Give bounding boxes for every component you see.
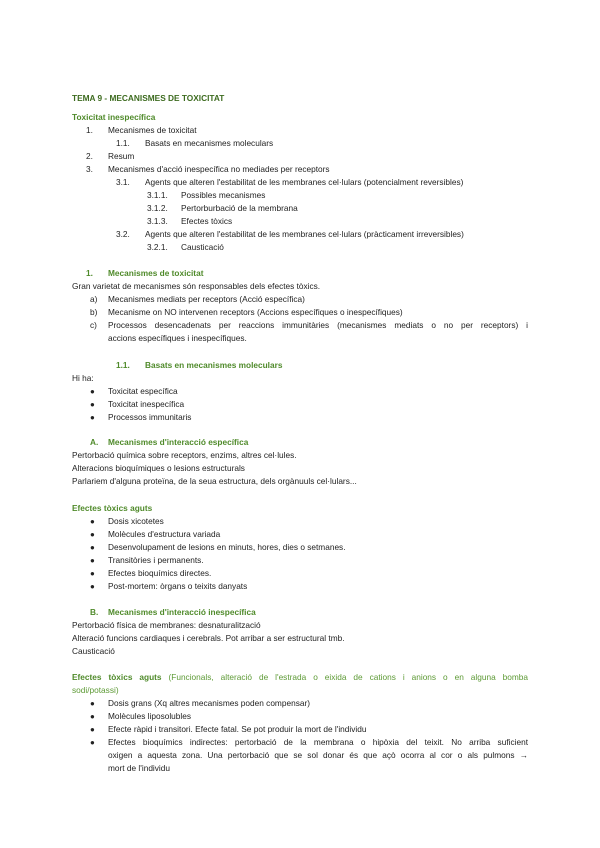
toc-item[interactable]: Agents que alteren l'estabilitat de les membranes cel·lulars (pràcticament irreversibles) [145,229,464,239]
list-item: Efecte ràpid i transitori. Efecte fatal. Se pot produir la mort de l'individu [108,724,367,734]
section-number: 1.1. [116,360,130,370]
list-item: Transitòries i permanents. [108,555,204,565]
paragraph: Alteració funcions cardiaques i cerebrals. Pot arribar a ser estructural tmb. [72,633,345,643]
bullet-icon: ● [90,582,95,591]
paragraph: Causticació [72,646,115,656]
list-item-continuation: oxigen a aquesta zona. Una pertorbació que se sol donar és que açò ocorra al cor o als pulmons → [108,750,528,760]
toc-item[interactable]: Pertorburbació de la membrana [181,203,298,213]
list-item: Efectes bioquímics directes. [108,568,212,578]
list-item: Desenvolupament de lesions en minuts, hores, dies o setmanes. [108,542,346,552]
paragraph: Alteracions bioquímiques o lesions estructurals [72,463,245,473]
paragraph: Pertorbació física de membranes: desnaturalització [72,620,261,630]
bullet-icon: ● [90,543,95,552]
toc-item[interactable]: Agents que alteren l'estabilitat de les membranes cel·lulars (potencialment reversibles) [145,177,464,187]
toc-num: 3.1.2. [147,203,168,213]
subsection-heading: Efectes tòxics aguts [72,503,153,513]
list-marker: c) [90,320,97,330]
subsection-note: (Funcionals, alteració de l'estrada o eixida de cations i anions o en alguna bomba [168,672,529,682]
list-marker: b) [90,307,98,317]
bullet-icon: ● [90,387,95,396]
list-item: Mecanisme on NO intervenen receptors (Accions específiques o inespecífiques) [108,307,403,317]
bullet-icon: ● [90,517,95,526]
toc-num: 3.1.3. [147,216,168,226]
section-heading: Basats en mecanismes moleculars [145,360,283,370]
paragraph: Hi ha: [72,373,94,383]
toc-item[interactable]: Efectes tòxics [181,216,233,226]
bullet-icon: ● [90,725,95,734]
bullet-icon: ● [90,569,95,578]
list-item-continuation: mort de l'individu [108,763,170,773]
list-item: Molècules d'estructura variada [108,529,221,539]
list-item: Toxicitat inespecífica [108,399,185,409]
toc-num: 3. [86,164,93,174]
toc-item[interactable]: Possibles mecanismes [181,190,266,200]
section-letter: B. [90,607,99,617]
section-number: 1. [86,268,93,278]
section-heading: Mecanismes d'interacció específica [108,437,249,447]
toc-num: 3.1. [116,177,130,187]
list-item: Processos immunitaris [108,412,192,422]
toc-item[interactable]: Mecanismes d'acció inespecífica no mediades per receptors [108,164,330,174]
toc-item[interactable]: Basats en mecanismes moleculars [145,138,274,148]
subsection-note-continuation: sodi/potassi) [72,685,119,695]
subsection-heading: Efectes tòxics aguts [72,672,162,682]
bullet-icon: ● [90,712,95,721]
bullet-icon: ● [90,400,95,409]
toc-num: 1.1. [116,138,130,148]
paragraph: Gran varietat de mecanismes són responsables dels efectes tòxics. [72,281,321,291]
toc-item[interactable]: Resum [108,151,135,161]
list-item: Processos desencadenats per reaccions immunitàries (mecanismes mediats o no per receptors) i [108,320,528,330]
toc-num: 3.2.1. [147,242,168,252]
section-heading: Mecanismes d'interacció inespecífica [108,607,256,617]
bullet-icon: ● [90,556,95,565]
subsection-heading-line [72,672,528,683]
list-item: Dosis grans (Xq altres mecanismes poden compensar) [108,698,310,708]
bullet-icon: ● [90,699,95,708]
bullet-icon: ● [90,413,95,422]
toc-num: 3.1.1. [147,190,168,200]
page-title: TEMA 9 - MECANISMES DE TOXICITAT [72,93,225,103]
list-marker: a) [90,294,98,304]
paragraph: Parlariem d'alguna proteïna, de la seua estructura, dels orgànuuls cel·lulars... [72,476,357,486]
toc-item[interactable]: Mecanismes de toxicitat [108,125,197,135]
paragraph: Pertorbació química sobre receptors, enzims, altres cel·lules. [72,450,297,460]
toc-item[interactable]: Causticació [181,242,224,252]
list-item: Mecanismes mediats per receptors (Acció específica) [108,294,305,304]
toc-num: 2. [86,151,93,161]
section-heading: Mecanismes de toxicitat [108,268,204,278]
bullet-icon: ● [90,530,95,539]
list-item: Molècules liposolubles [108,711,192,721]
list-item: Toxicitat específica [108,386,178,396]
toc-num: 3.2. [116,229,130,239]
toc-num: 1. [86,125,93,135]
section-letter: A. [90,437,99,447]
list-item-continuation: accions específiques i inespecífiques. [108,333,247,343]
toc-heading: Toxicitat inespecífica [72,112,156,122]
list-item: Dosis xicotetes [108,516,164,526]
list-item: Post-mortem: òrgans o teixits danyats [108,581,248,591]
list-item: Efectes bioquímics indirectes: pertorbació de la membrana o hipòxia del teixit. No arriba suficient [108,737,528,747]
bullet-icon: ● [90,738,95,747]
